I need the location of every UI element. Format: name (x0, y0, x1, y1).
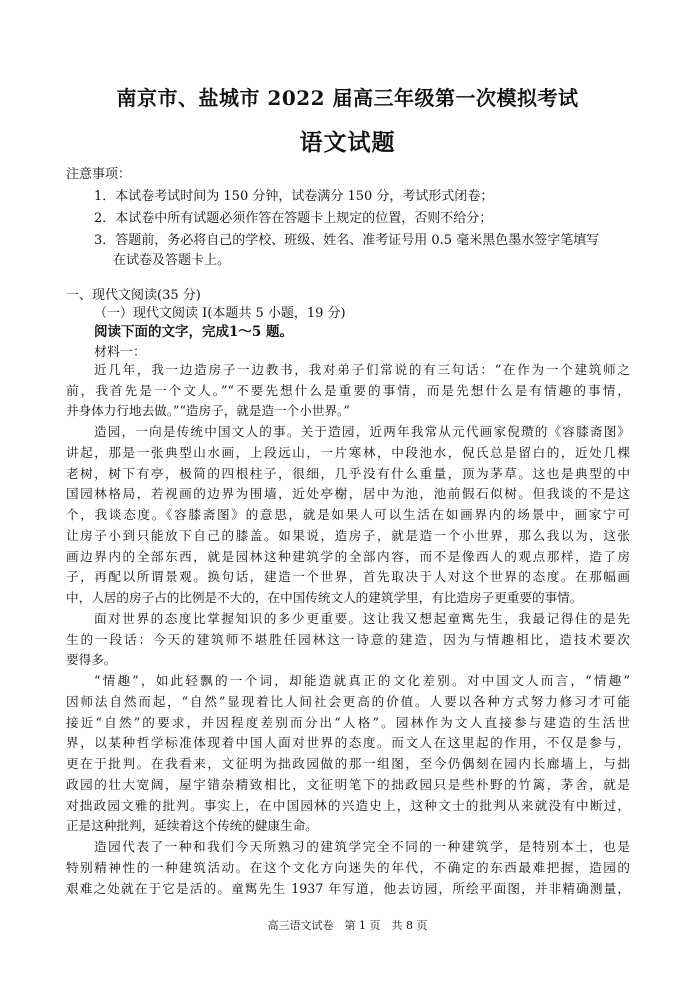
body-line: 要得多。 (66, 652, 117, 667)
body-line: 特别精神性的一种建筑活动。在这个文化方向迷失的年代，不确定的东西最难把握，造园的 (66, 860, 630, 875)
body-line: 近几年，我一边造房子一边教书，我对弟子们常说的有三句话：“在作为一个建筑师之 (94, 362, 630, 377)
body-line: 国园林格局，若视画的边界为围墙，近处亭榭，居中为池，池前假石似树。但我谈的不是这 (66, 486, 630, 501)
body-line: 子，再配以所谓景观。换句话，建造一个世界，首先取决于人对这个世界的态度。在那幅画 (66, 569, 630, 584)
subject-title: 语文试题 (299, 129, 396, 156)
notes-heading: 注意事项： (66, 167, 132, 182)
body-line: 个，我谈态度。《容膝斋图》的意思，就是如果人可以生活在如画界内的场景中，画家宁可 (66, 507, 630, 522)
body-line: 生的一段话：今天的建筑师不堪胜任园林这一诗意的建造，因为与情趣相比，造技术要次 (66, 632, 630, 647)
note-item-1: 1．本试卷考试时间为 150 分钟，试卷满分 150 分，考试形式闭卷； (94, 189, 494, 204)
exam-title: 南京市、盐城市 2022 届高三年级第一次模拟考试 (116, 86, 579, 110)
body-line: 造园，一向是传统中国文人的事。关于造园，近两年我常从元代画家倪瓒的《容膝斋图》 (94, 424, 630, 439)
body-line: 前，我首先是一个文人。”“不要先想什么是重要的事情，而是先想什么是有情趣的事情， (66, 383, 630, 398)
body-line: 接近“自然”的要求，并因程度差别而分出“人格”。园林作为文人直接参与建造的生活世 (66, 715, 630, 730)
body-line: 政园的壮大宽阔，屋宇错杂精致相比，文征明笔下的拙政园只是些朴野的竹篱，茅舍，就是 (66, 777, 630, 792)
body-line: 让房子小到只能放下自己的膝盖。如果说，造房子，就是造一个小世界，那么我以为，这张 (66, 528, 630, 543)
body-line: 老树，树下有亭，极简的四根柱子，很细，几乎没有什么重量，顶为茅草。这也是典型的中 (66, 466, 630, 481)
body-line: 界，以某种哲学标准体现着中国人面对世界的态度。而文人在这里起的作用，不仅是参与， (66, 735, 630, 750)
note-item-3-continued: 在试卷及答题卡上。 (113, 253, 231, 268)
page-footer: 高三语文试卷 第 1 页 共 8 页 (267, 919, 428, 932)
note-item-2: 2．本试卷中所有试题必须作答在答题卡上规定的位置，否则不给分； (94, 211, 493, 226)
body-line: 对拙政园文雅的批判。事实上，在中国园林的兴造史上，这种文士的批判从来就没有中断过， (66, 798, 630, 813)
body-line: 因师法自然而起，“自然”显现着比人间社会更高的价值。人要以各种方式努力修习才可能 (66, 694, 630, 709)
body-line: 中，人居的房子占的比例是不大的，在中国传统文人的建筑学里，有比造房子更重要的事情。 (66, 590, 583, 605)
body-line: 造园代表了一种和我们今天所熟习的建筑学完全不同的一种建筑学，是特别本土，也是 (94, 839, 630, 854)
reading-instruction: 阅读下面的文字，完成1～5 题。 (94, 324, 293, 340)
section-title: 一、现代文阅读(35 分) (66, 288, 201, 303)
body-line: 正是这种批判，延续着这个传统的健康生命。 (66, 818, 318, 833)
material-label: 材料一： (94, 345, 147, 360)
body-line: 画边界内的全部东西，就是园林这种建筑学的全部内容，而不是像西人的观点那样，造了房 (66, 549, 630, 564)
body-line: 并身体力行地去做。”“造房子，就是造一个小世界。” (66, 403, 350, 418)
body-line: 更在于批判。在我看来，文征明为拙政园做的那一组图，至今仍偶刻在园内长廊墙上，与拙 (66, 756, 630, 771)
note-item-3: 3．答题前，务必将自己的学校、班级、姓名、准考证号用 0.5 毫米黑色墨水签字笔填写 (94, 233, 600, 248)
subsection-title: （一）现代文阅读 I(本题共 5 小题，19 分) (94, 306, 346, 321)
body-line: “情趣”，如此轻飘的一个词，却能造就真正的文化差别。对中国文人而言，“情趣” (94, 673, 630, 688)
body-line: 讲起，那是一张典型山水画，上段远山，一片寒林，中段池水，倪氏总是留白的，近处几棵 (66, 445, 630, 460)
body-line: 面对世界的态度比掌握知识的多少更重要。这让我又想起童寯先生，我最记得住的是先 (94, 611, 630, 626)
body-line: 艰难之处就在于它是活的。童寯先生 1937 年写道，他去访园，所绘平面图，并非精确测量， (66, 881, 630, 896)
